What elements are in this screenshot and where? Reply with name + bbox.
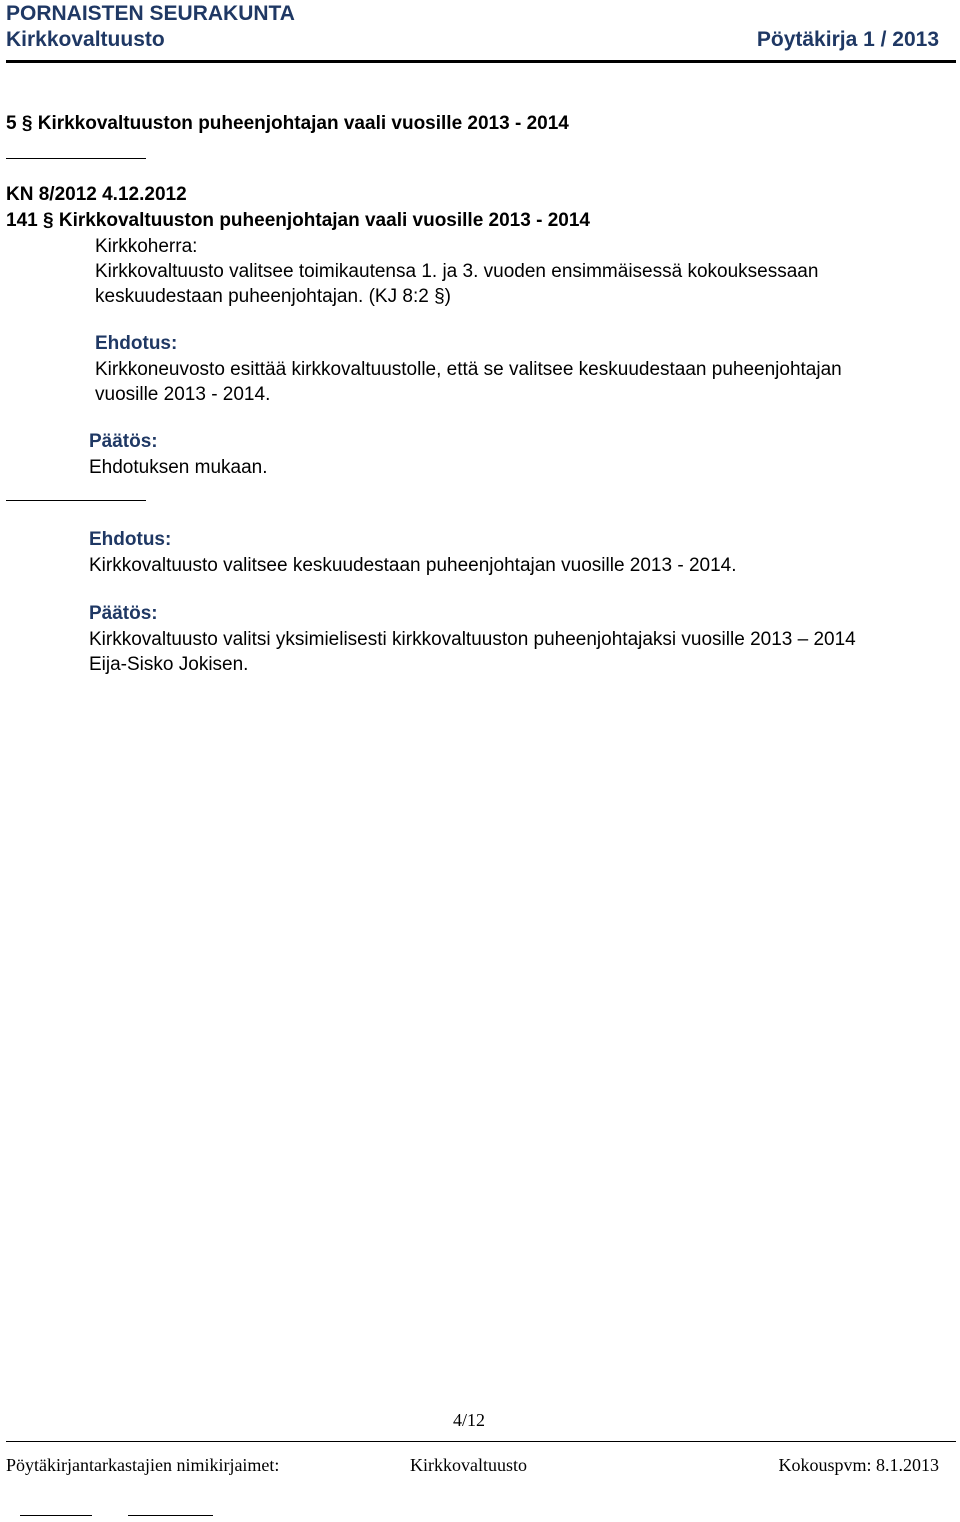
section-symbol: § — [21, 113, 33, 134]
section-heading — [6, 112, 569, 135]
kn-item-number: 141 — [6, 210, 38, 231]
checkers-label: Pöytäkirjantarkastajien nimikirjaimet: — [6, 1455, 280, 1475]
kn-proposal-label: Ehdotus: — [95, 333, 178, 354]
kn-proposal-line-2: vuosille 2013 - 2014. — [95, 384, 271, 405]
kn-text-line-2-a: keskuudestaan puheenjohtajan. (KJ 8:2 — [95, 286, 429, 307]
kn-decision-label: Päätös: — [89, 431, 158, 452]
page-number: 4/12 — [453, 1410, 486, 1430]
organization-name: PORNAISTEN SEURAKUNTA — [6, 2, 295, 25]
kn-proposal-line-1: Kirkkoneuvosto esittää kirkkovaltuustolle, että se valitsee keskuudestaan puheenjohtajan — [95, 359, 842, 380]
footer-body: Kirkkovaltuusto — [410, 1455, 527, 1475]
kn-decision-text: Ehdotuksen mukaan. — [89, 457, 268, 478]
minutes-number: Pöytäkirja 1 / 2013 — [756, 28, 939, 51]
kn-text-line-2-b: ) — [444, 286, 451, 307]
kv-proposal-text: Kirkkovaltuusto valitsee keskuudestaan puheenjohtajan vuosille 2013 - 2014. — [89, 555, 737, 576]
header-divider — [6, 60, 956, 63]
section-number: 5 — [6, 113, 17, 134]
presenter: Kirkkoherra: — [95, 236, 198, 257]
kv-decision-line-2: Eija-Sisko Jokisen. — [89, 654, 249, 675]
kn-reference: KN 8/2012 4.12.2012 — [6, 184, 187, 205]
kv-decision-label: Päätös: — [89, 603, 158, 624]
initials-line — [128, 1515, 213, 1516]
kv-proposal-label: Ehdotus: — [89, 529, 172, 550]
short-divider — [6, 500, 146, 501]
footer-divider — [6, 1441, 956, 1442]
meeting-date: Kokouspvm: 8.1.2013 — [778, 1455, 939, 1475]
kn-text-symbol: § — [434, 286, 445, 307]
initials-line — [20, 1515, 92, 1516]
kn-text-line-1: Kirkkovaltuusto valitsee toimikautensa 1. ja 3. vuoden ensimmäisessä kokouksessaan — [95, 261, 819, 282]
short-divider — [6, 158, 146, 159]
kn-text-line-2 — [95, 285, 451, 308]
kn-item-symbol: § — [42, 210, 54, 231]
kn-item-title: Kirkkovaltuuston puheenjohtajan vaali vuosille 2013 - 2014 — [58, 210, 590, 231]
section-title: Kirkkovaltuuston puheenjohtajan vaali vuosille 2013 - 2014 — [37, 113, 569, 134]
kv-decision-line-1: Kirkkovaltuusto valitsi yksimielisesti kirkkovaltuuston puheenjohtajaksi vuosille 2013 – 2014 — [89, 629, 856, 650]
kn-item-heading — [6, 209, 590, 232]
document-body: Kirkkovaltuusto — [6, 28, 165, 51]
